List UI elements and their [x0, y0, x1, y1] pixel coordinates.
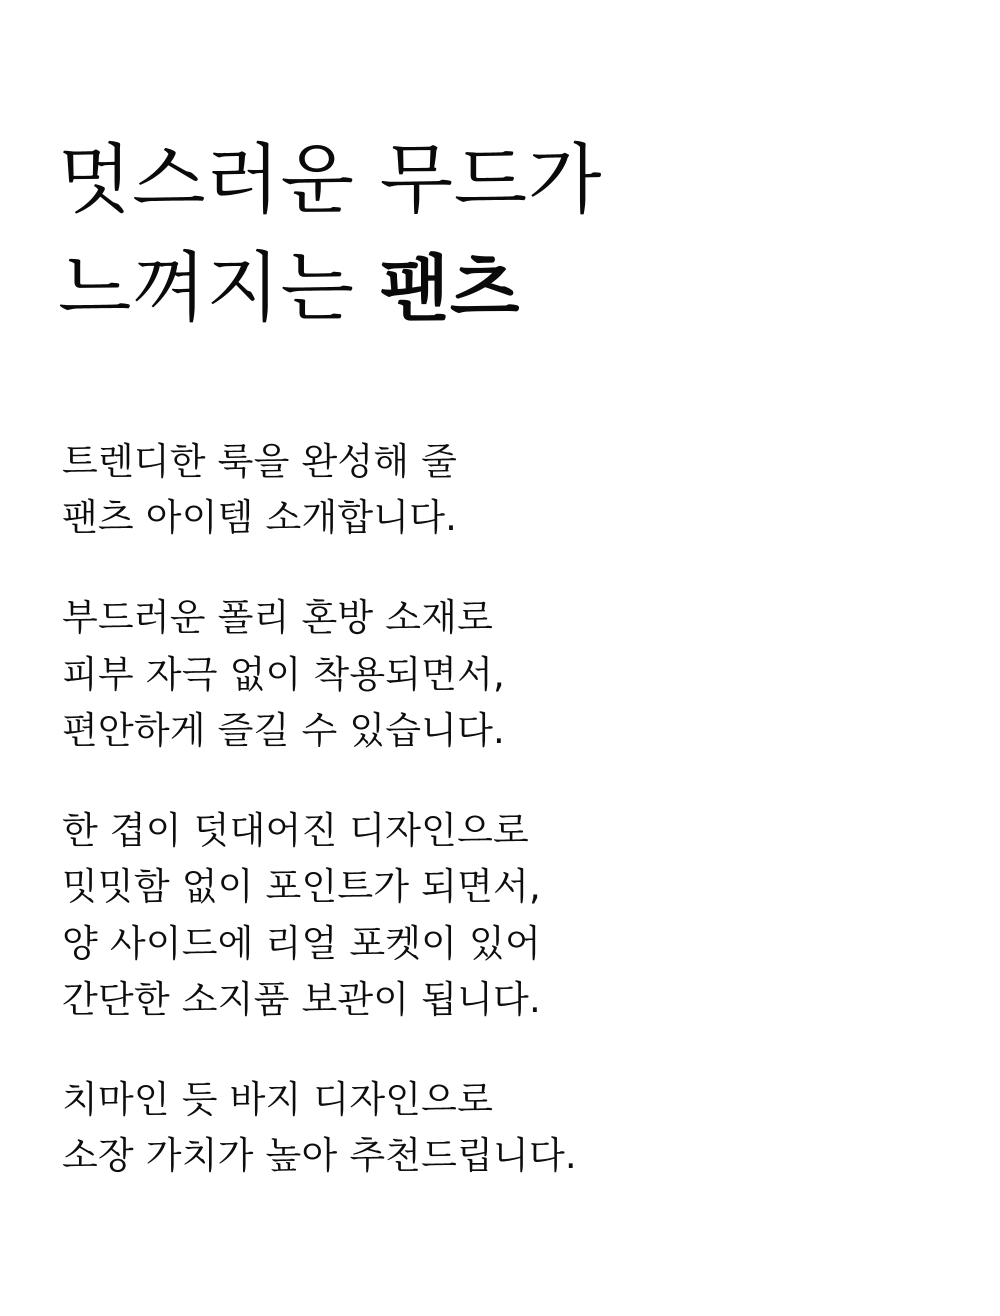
paragraph-line: 밋밋함 없이 포인트가 되면서, [62, 865, 541, 909]
headline-emphasis: 팬츠 [379, 246, 521, 331]
headline-line-1-text: 멋스러운 무드가 [58, 135, 603, 224]
paragraph-recommend [62, 1072, 942, 1184]
headline-line-1 [58, 126, 938, 234]
paragraph-line: 양 사이드에 리얼 포켓이 있어 [62, 921, 541, 965]
paragraph-line: 트렌디한 룩을 완성해 줄 [62, 440, 458, 483]
paragraph-line: 치마인 듯 바지 디자인으로 [62, 1078, 494, 1122]
paragraph-material [62, 590, 942, 759]
paragraph-line: 편안하게 즐길 수 있습니다. [62, 708, 505, 752]
paragraph-line: 소장 가치가 높아 추천드립니다. [62, 1134, 577, 1178]
headline-line-2-text: 느껴지는 [58, 242, 380, 332]
paragraph-line: 한 겹이 덧대어진 디자인으로 [62, 809, 529, 853]
paragraph-line: 팬츠 아이템 소개합니다. [62, 496, 458, 540]
paragraph-line: 피부 자극 없이 착용되면서, [62, 652, 505, 696]
paragraph-line: 부드러운 폴리 혼방 소재로 [62, 596, 494, 640]
body-copy [62, 434, 942, 1185]
paragraph-line: 간단한 소지품 보관이 됩니다. [62, 977, 541, 1021]
headline-line-2 [58, 234, 938, 342]
paragraph-design [62, 803, 942, 1028]
page-title [58, 126, 938, 342]
paragraph-intro [62, 434, 942, 546]
